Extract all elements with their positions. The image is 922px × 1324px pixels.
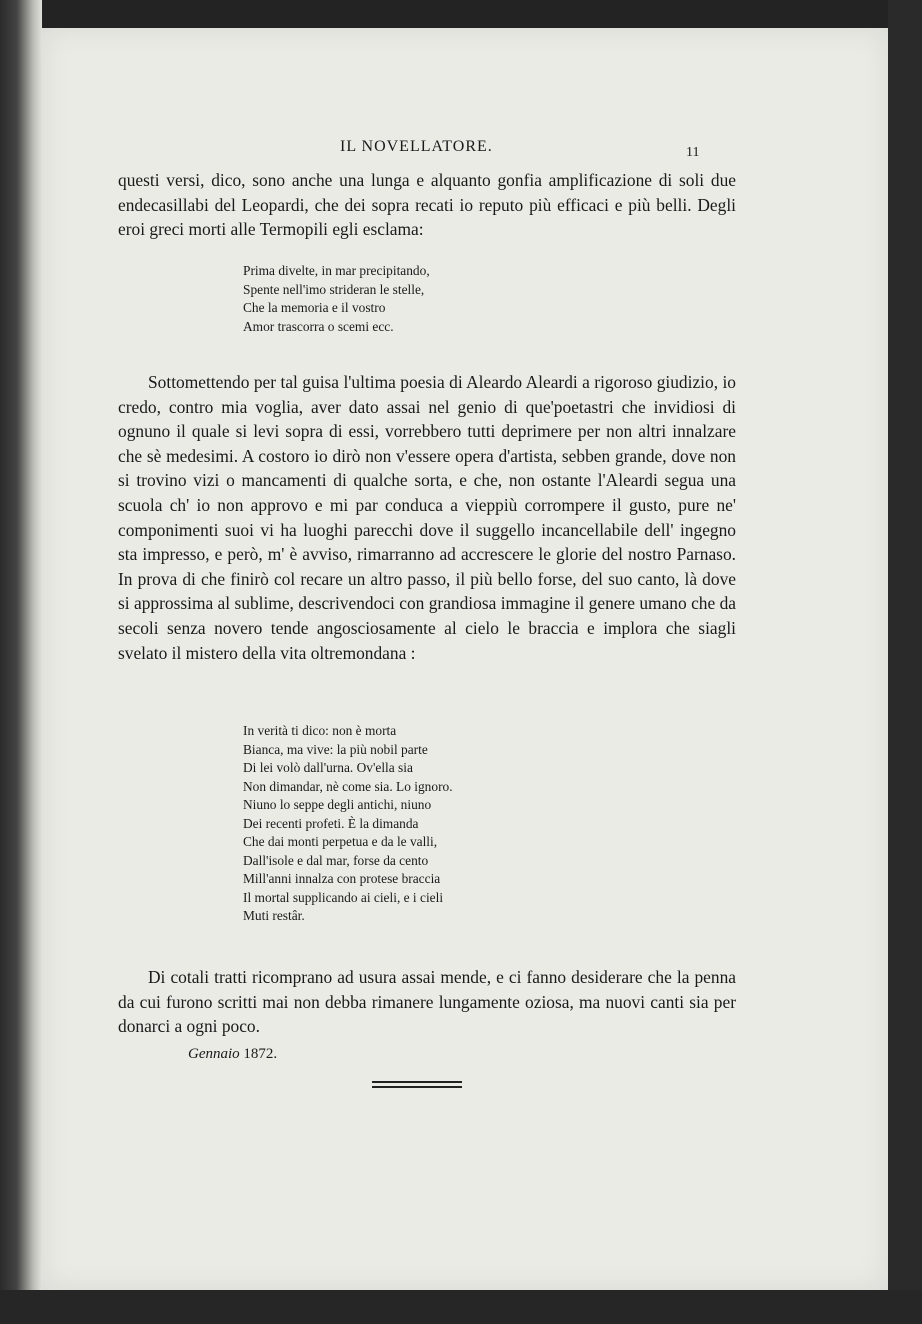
verse-line: Spente nell'imo strideran le stelle, — [243, 281, 425, 297]
paragraph-3 — [118, 965, 736, 1039]
signoff-month: Gennaio — [188, 1046, 240, 1062]
verse-line: Amor trascorra o scemi ecc. — [243, 318, 394, 334]
scan-border-top — [0, 0, 922, 28]
scan-border-bottom — [0, 1290, 922, 1324]
verse-line: Dall'isole e dal mar, forse da cento — [243, 852, 429, 868]
verse-line: Dei recenti profeti. È la dimanda — [243, 815, 419, 831]
verse-line: Il mortal supplicando ai cieli, e i cieli — [243, 889, 444, 905]
verse-line: Muti restâr. — [243, 908, 305, 923]
running-title: IL NOVELLATORE. — [340, 138, 493, 155]
verse-line: Di lei volò dall'urna. Ov'ella sia — [243, 760, 413, 775]
verse-quote-1 — [243, 262, 430, 336]
verse-line: Che dai monti perpetua e da le valli, — [243, 834, 438, 849]
paragraph-1 — [118, 168, 736, 242]
verse-line: Non dimandar, nè come sia. Lo ignoro. — [243, 778, 453, 794]
verse-line: Niuno lo seppe degli antichi, niuno — [243, 797, 432, 812]
paragraph-2-text: Sottomettendo per tal guisa l'ultima poesia di Aleardo Aleardi a rigoroso giudizio, io credo, contro mia voglia, aver dato assai nel genio di que'poetastri che invidiosi di ognuno il quale si levi sopra di essi, vorrebbero tutti deprimere per non altri innalzare che sè medesimi. A costoro io dirò non v'essere opera d'artista, sebben grande, dove non si trovino vizi o mancamenti di qualche sorta, e che, non ostante l'Aleardi segua una scuola ch' io non approvo e mi par conduca a vieppiù corrompere il gusto, pure ne' componimenti suoi vi ha luoghi parecchi dove il suggello incancellabile dell' ingegno sta impresso, e però, m' è avviso, rimarranno ad accrescere le glorie del nostro Parnaso. In prova di che finirò col recare un altro passo, il più bello forse, del suo canto, là dove si approssima al sublime, descrivendoci con grandiosa immagine il genere umano che da secoli senza novero tende angosciosamente al cielo le braccia e implora che siagli svelato il mistero della vita oltremondana : — [118, 372, 736, 663]
verse-quote-2 — [243, 722, 453, 926]
verse-line: Prima divelte, in mar precipitando, — [243, 263, 430, 278]
signoff-year: 1872. — [243, 1046, 278, 1062]
scan-border-left — [0, 0, 42, 1324]
scan-border-right — [888, 0, 922, 1324]
paragraph-1-text: questi versi, dico, sono anche una lunga e alquanto gonfia amplificazione di soli due endecasillabi del Leopardi, che dei sopra recati io reputo più efficaci e più belli. Degli eroi greci morti alle Termopili egli esclama: — [118, 170, 736, 240]
verse-line: Mill'anni innalza con protese braccia — [243, 871, 441, 886]
signoff-date — [188, 1046, 277, 1063]
paragraph-3-text: Di cotali tratti ricomprano ad usura assai mende, e ci fanno desiderare che la penna da cui furono scritti mai non debba rimanere lungamente oziosa, ma nuovi canti sia per donarci a ogni poco. — [118, 967, 736, 1037]
paragraph-2 — [118, 370, 736, 665]
end-rule-divider — [372, 1081, 462, 1088]
verse-line: Che la memoria e il vostro — [243, 300, 386, 315]
page-number: 11 — [686, 145, 700, 160]
verse-line: In verità ti dico: non è morta — [243, 723, 397, 738]
verse-line: Bianca, ma vive: la più nobil parte — [243, 741, 428, 757]
